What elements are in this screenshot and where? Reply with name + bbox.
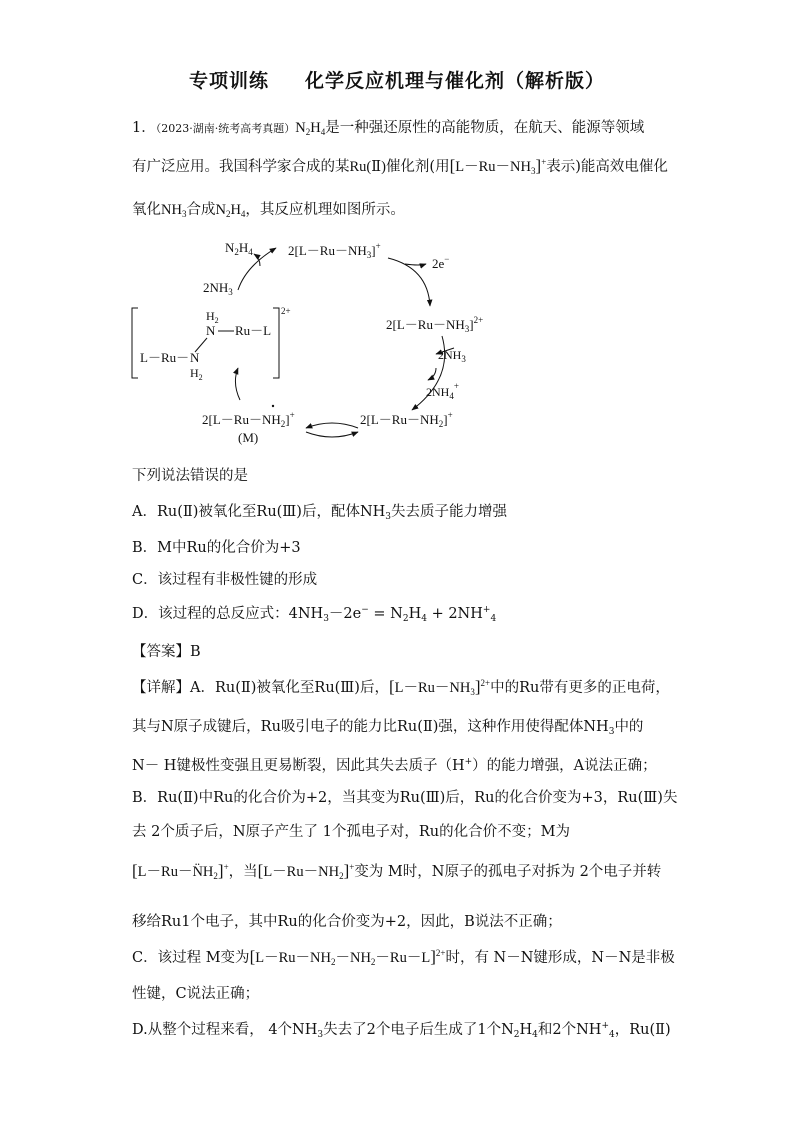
label-bottom-right-complex: $2[L-Ru-NH_2]^+$ — [360, 410, 453, 429]
equilibrium-forward — [306, 432, 358, 437]
answer-label: 【答案】B — [132, 644, 201, 660]
title-part2: 化学反应机理与催化剂（解析版） — [305, 70, 606, 92]
explanation-line-5: 去 2个质子后，N原子产生了 1个孤电子对，Ru的化合价不变；M为 — [132, 824, 570, 840]
dimer-n-bottom: N — [190, 350, 200, 365]
explanation-line-4: B．Ru(Ⅱ)中Ru的化合价为+2，当其变为Ru(Ⅲ)后，Ru的化合价变为+3，Ru(Ⅲ)失 — [132, 790, 678, 806]
label-n2h4: $N_2H_4$ — [225, 240, 253, 257]
explanation-line-2: 其与N原子成键后，Ru吸引电子的能力比Ru(Ⅱ)强，这种作用使得配体$NH_3$中的 — [132, 719, 644, 737]
explanation-label: 【详解】 — [132, 680, 190, 696]
arrow-to-dimer — [235, 368, 240, 400]
explanation-line-7: 移给Ru1个电子，其中Ru的化合价变为+2，因此，B说法不正确； — [132, 914, 562, 930]
arrow-release-2e — [405, 264, 426, 265]
question-line-3: 氧化$NH_3$合成$N_2H_4$，其反应机理如图所示。 — [132, 202, 405, 219]
question-number: 1． — [132, 120, 156, 136]
dimer-bracket-right — [273, 308, 279, 378]
dimer-bracket-left — [132, 308, 138, 378]
page-title — [0, 66, 794, 93]
dimer-l-ru: L－Ru－ — [140, 350, 190, 365]
explanation-line-8: C．该过程 M变为$[L-Ru-NH_2-NH_2-Ru-L]^{2+}$时，有 N－N键形成，N－N是非极 — [132, 947, 675, 967]
radical-dot — [272, 405, 274, 407]
explanation-line-1: 【详解】A．Ru(Ⅱ)被氧化至Ru(Ⅲ)后，$[L-Ru-NH_3]^{2+}$中的Ru带有更多的正电荷， — [132, 677, 670, 697]
explanation-line-9: 性键，C说法正确； — [132, 986, 260, 1002]
arrow-release-2nh4 — [428, 368, 436, 380]
option-d[interactable]: D．该过程的总反应式：$4NH_3-2e^- = N_2H_4 + 2NH^+_4$ — [132, 605, 497, 624]
question-source: （2023·湖南·统考高考真题） — [155, 122, 296, 135]
question-line1-tail: 是一种强还原性的高能物质，在航天、能源等领域 — [325, 120, 645, 136]
question-line-1: 1．（2023·湖南·统考高考真题）$N_2H_4$是一种强还原性的高能物质，在航天、能源等领域 — [132, 120, 645, 137]
option-c[interactable]: C．该过程有非极性键的形成 — [132, 572, 318, 588]
label-right-complex: $2[L-Ru-NH_3]^{2+}$ — [386, 315, 484, 334]
arrow-to-right — [388, 258, 430, 306]
dimer-charge: 2+ — [281, 306, 291, 316]
label-2e: 2e− — [432, 254, 450, 271]
question-prompt: 下列说法错误的是 — [132, 468, 248, 484]
label-top-complex: $2[L-Ru-NH_3]^+$ — [288, 241, 381, 260]
title-part1: 专项训练 — [188, 70, 269, 92]
dimer-h2-top: $H_2$ — [206, 309, 219, 325]
label-2nh3-right: $2NH_3$ — [438, 348, 466, 364]
label-2nh4: $2NH_4^+$ — [426, 381, 459, 401]
option-b[interactable]: B．M中Ru的化合价为+3 — [132, 540, 301, 556]
dimer-ru-l: Ru－L — [235, 323, 272, 338]
label-2nh3-left: $2NH_3$ — [203, 280, 233, 297]
explanation-line-3: N－ H键极性变强且更易断裂，因此其失去质子（H+）的能力增强，A说法正确； — [132, 757, 657, 774]
option-a[interactable]: A．Ru(Ⅱ)被氧化至Ru(Ⅲ)后，配体$NH_3$失去质子能力增强 — [132, 504, 508, 522]
catalyst-formula: L－Ru－NH — [455, 159, 532, 175]
explanation-line-6: $[L-Ru-N̈H_2]^+$，当$[L-Ru-NH_2]^+$变为 M时，N原子的孤电子对拆为 2个电子并转 — [132, 861, 662, 881]
explanation-line-10: D.从整个过程来看， 4个$NH_3$失去了2个电子后生成了1个$N_2H_4$和2个$NH^+_4$，Ru(Ⅱ) — [132, 1021, 671, 1040]
label-m: (M) — [238, 430, 259, 445]
label-bottom-left-complex: $2[L-Ru-NH_2]^+$ — [202, 410, 295, 429]
dimer-n-top: N — [206, 323, 216, 338]
equilibrium-back — [306, 423, 358, 428]
question-line-2: 有广泛应用。我国科学家合成的某Ru(Ⅱ)催化剂(用$[L-Ru-NH_3]^+$表示)能高效电催化 — [132, 156, 668, 176]
dimer-h2-bottom: $H_2$ — [190, 366, 203, 382]
mechanism-diagram — [120, 228, 520, 450]
